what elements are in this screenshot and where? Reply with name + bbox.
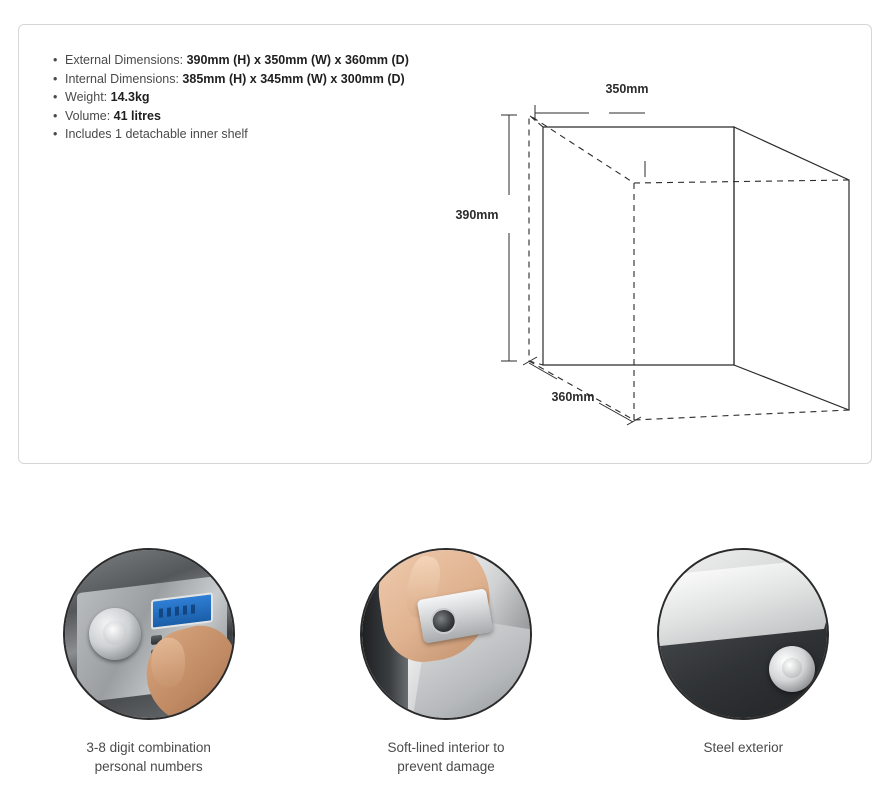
list-item [53, 51, 473, 70]
feature-caption-line1: 3-8 digit combination [86, 740, 211, 755]
cube-hidden-left-edge [529, 115, 543, 365]
depth-line-b [599, 403, 633, 422]
steel-exterior-photo [659, 550, 827, 718]
feature-soft-lined-interior [306, 548, 586, 776]
width-dimension-label: 350mm [605, 82, 649, 96]
feature-caption-line2: prevent damage [397, 759, 495, 774]
cube-hidden-inner-edge [529, 115, 634, 420]
safe-keypad-photo [65, 550, 233, 718]
feature-image-steel [657, 548, 829, 720]
cube-svg [449, 65, 859, 455]
list-item [53, 125, 473, 144]
spec-label: Includes 1 detachable inner shelf [65, 127, 248, 141]
spec-label: Volume: [65, 108, 114, 123]
list-item [53, 88, 473, 107]
feature-caption [704, 738, 784, 757]
feature-caption-line2: personal numbers [94, 759, 203, 774]
dial-knob [89, 608, 141, 660]
cube-right-face [734, 127, 849, 410]
feature-image-keypad [63, 548, 235, 720]
spec-value: 14.3kg [110, 90, 150, 104]
list-item [53, 107, 473, 126]
depth-dimension-label: 360mm [551, 390, 595, 404]
height-dimension-label: 390mm [455, 208, 499, 222]
spec-value: 385mm (H) x 345mm (W) x 300mm (D) [182, 71, 405, 86]
spec-label: External Dimensions: [65, 53, 187, 67]
spec-label: Internal Dimensions: [65, 71, 183, 86]
cube-front-face [543, 127, 734, 365]
specifications-list [53, 51, 473, 144]
feature-caption [387, 738, 504, 776]
spec-value: 41 litres [113, 108, 161, 123]
soft-lined-interior-photo [362, 550, 530, 718]
dimensions-diagram [449, 65, 859, 455]
feature-caption [86, 738, 211, 776]
safe-knob [769, 646, 815, 692]
spec-label: Weight: [65, 90, 111, 104]
specifications-panel [18, 24, 872, 464]
cube-hidden-top-edge [634, 180, 849, 183]
feature-combination [9, 548, 289, 776]
list-item [53, 70, 473, 89]
features-row [0, 548, 892, 776]
feature-image-interior [360, 548, 532, 720]
feature-steel-exterior [603, 548, 883, 757]
feature-caption-line1: Steel exterior [703, 740, 784, 755]
feature-caption-line1: Soft-lined interior to [387, 740, 505, 755]
spec-value: 390mm (H) x 350mm (W) x 360mm (D) [186, 53, 409, 67]
